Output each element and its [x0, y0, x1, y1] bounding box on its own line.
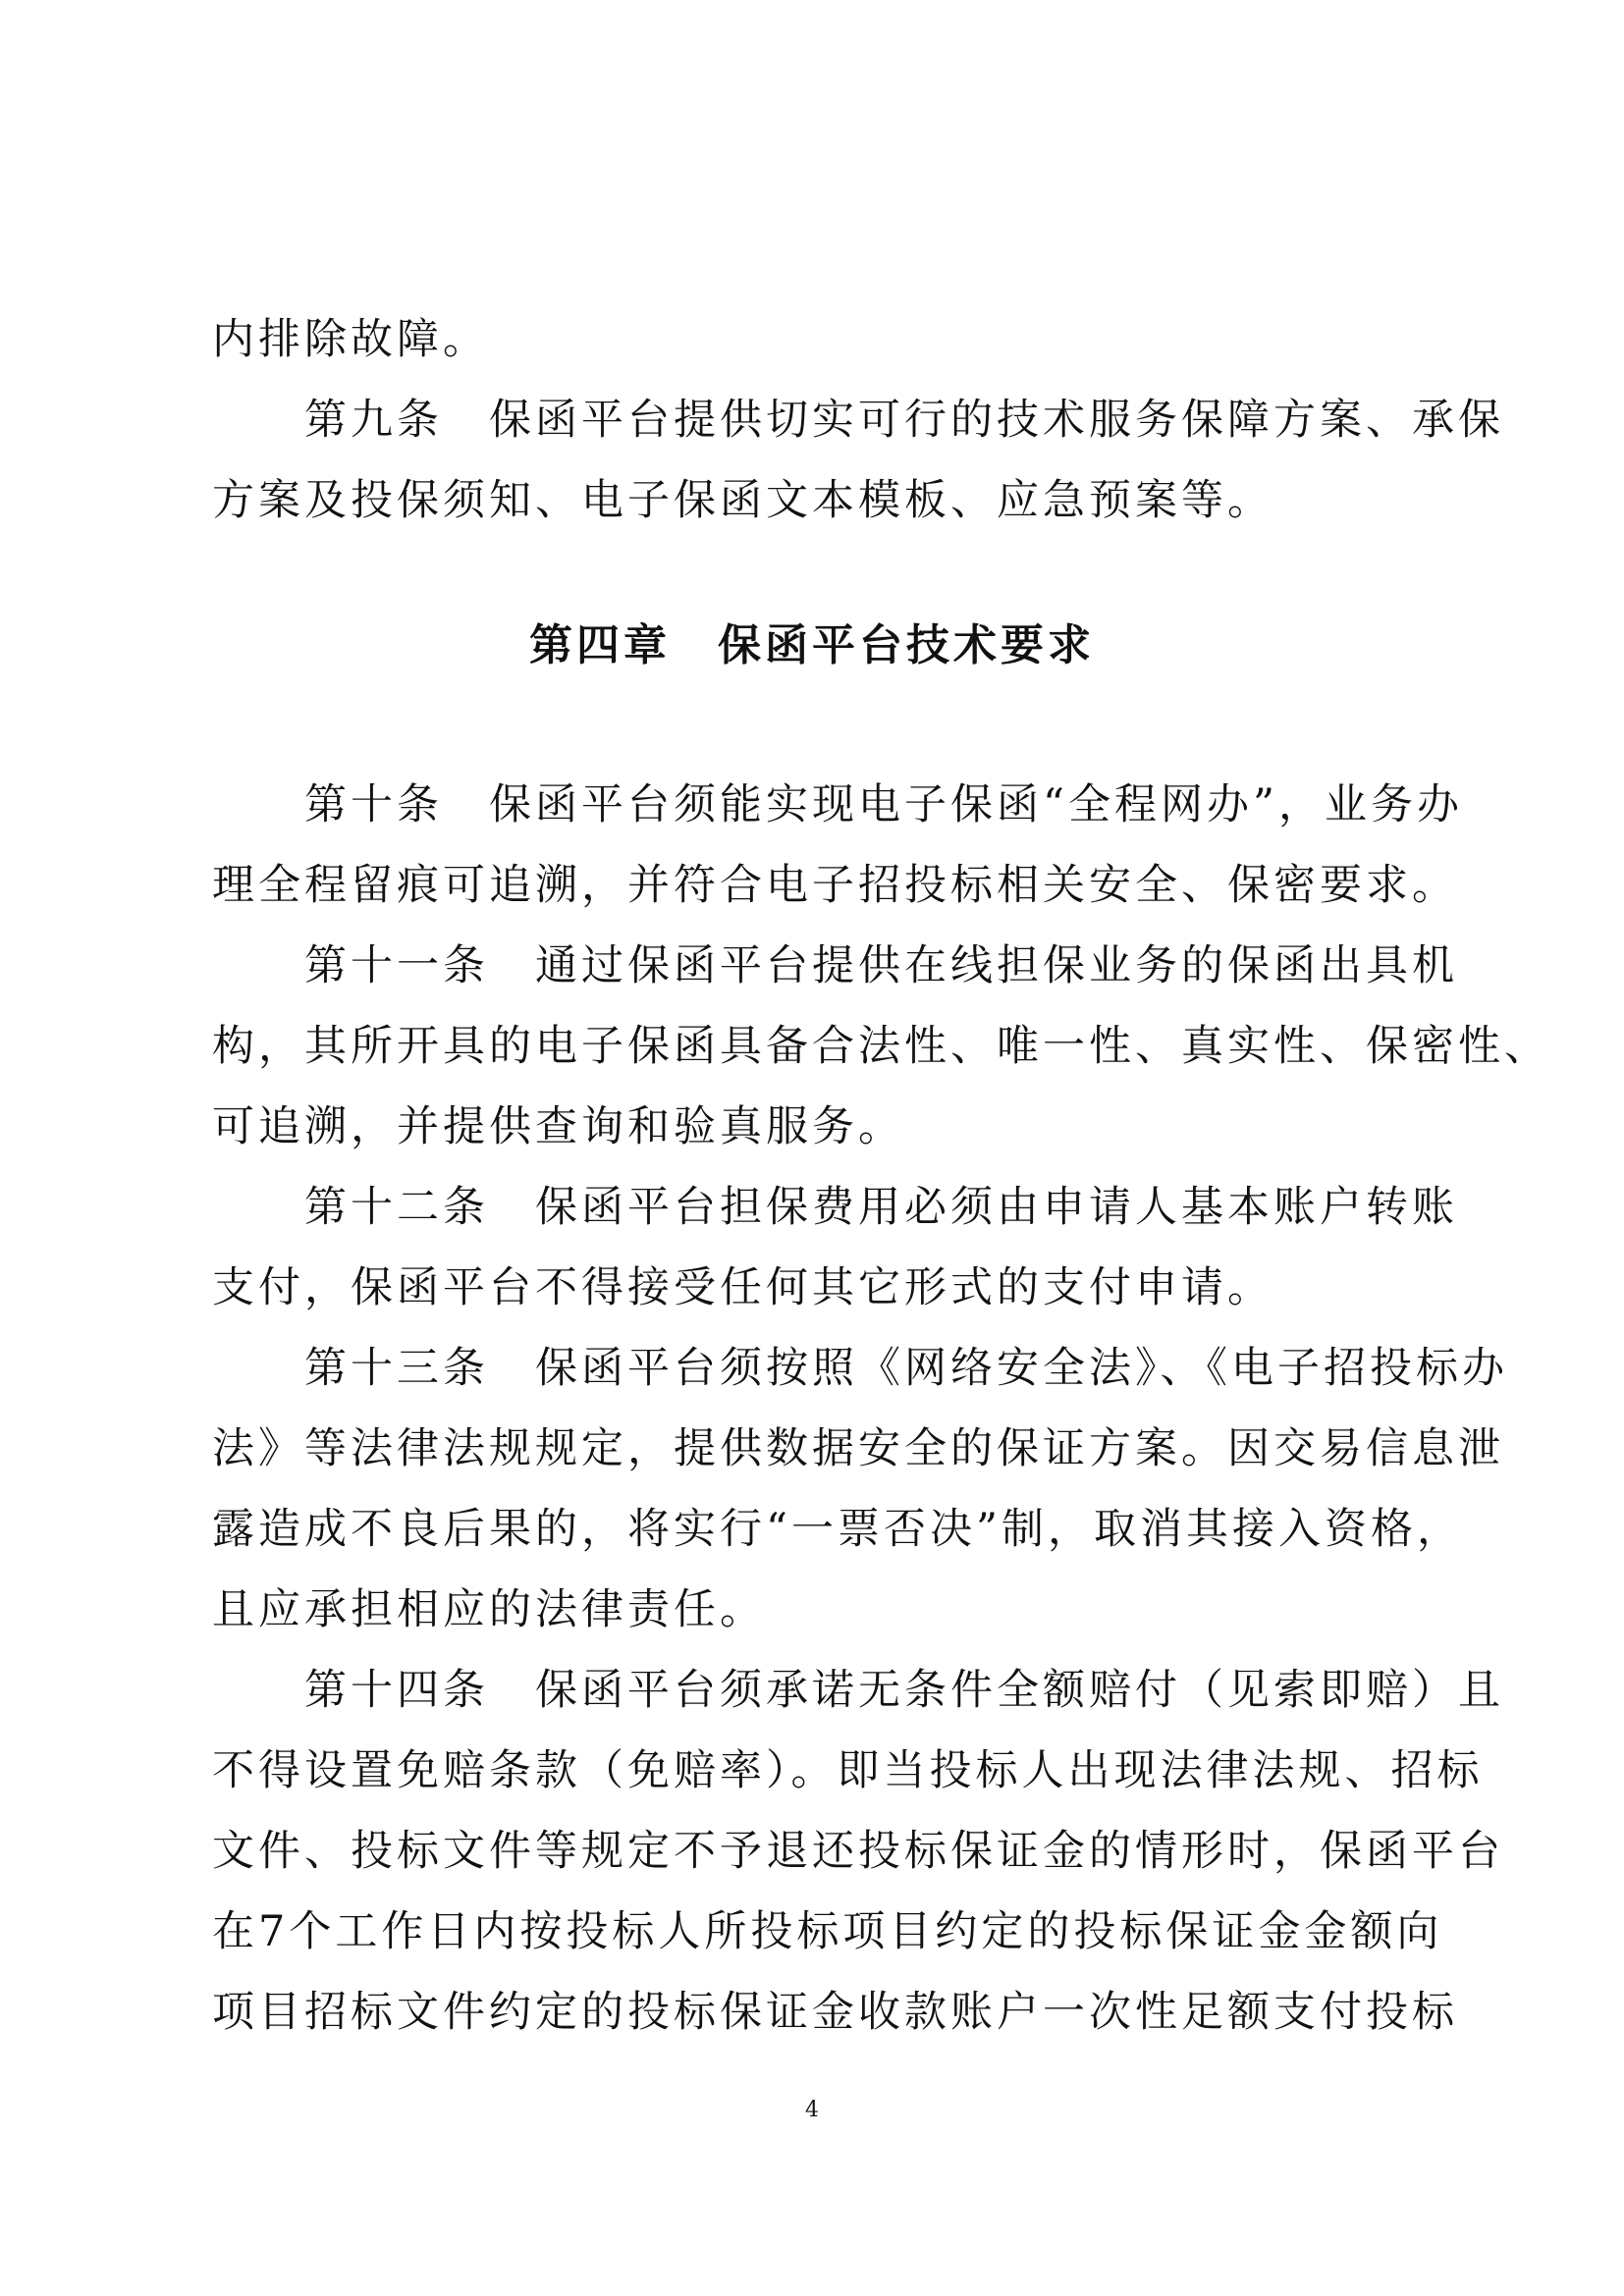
text-line: 不得设置免赔条款（免赔率）。即当投标人出现法律法规、招标	[212, 1746, 1484, 1795]
text-line: 项目招标文件约定的投标保证金收款账户一次性足额支付投标	[212, 1988, 1458, 2037]
text-line: 第十二条 保函平台担保费用必须由申请人基本账户转账	[212, 1183, 1458, 1232]
page-number: 4	[805, 2098, 819, 2122]
text-line: 第九条 保函平台提供切实可行的技术服务保障方案、承保	[212, 396, 1504, 445]
text-line: 构，其所开具的电子保函具备合法性、唯一性、真实性、保密性、	[212, 1022, 1550, 1071]
text-line: 方案及投保须知、电子保函文本模板、应急预案等。	[212, 476, 1273, 525]
text-line: 支付，保函平台不得接受任何其它形式的支付申请。	[212, 1263, 1273, 1312]
text-line: 在7个工作日内按投标人所投标项目约定的投标保证金金额向	[212, 1907, 1443, 1956]
text-line: 文件、投标文件等规定不予退还投标保证金的情形时，保函平台	[212, 1827, 1504, 1876]
text-line: 内排除故障。	[212, 315, 489, 364]
text-line: 理全程留痕可追溯，并符合电子招投标相关安全、保密要求。	[212, 861, 1458, 910]
text-line: 第十一条 通过保函平台提供在线担保业务的保函出具机	[212, 941, 1458, 990]
text-line: 且应承担相应的法律责任。	[212, 1585, 766, 1634]
text-line: 第十三条 保函平台须按照《网络安全法》、《电子招投标办	[212, 1344, 1508, 1393]
text-line: 第十条 保函平台须能实现电子保函“全程网办”，业务办	[212, 780, 1463, 829]
text-line: 可追溯，并提供查询和验真服务。	[212, 1102, 904, 1151]
chapter-heading: 第四章 保函平台技术要求	[529, 620, 1095, 670]
text-line: 法》等法律法规规定，提供数据安全的保证方案。因交易信息泄	[212, 1424, 1504, 1473]
text-line: 露造成不良后果的，将实行“一票否决”制，取消其接入资格，	[212, 1505, 1463, 1554]
text-line: 第十四条 保函平台须承诺无条件全额赔付（见索即赔）且	[212, 1666, 1504, 1715]
